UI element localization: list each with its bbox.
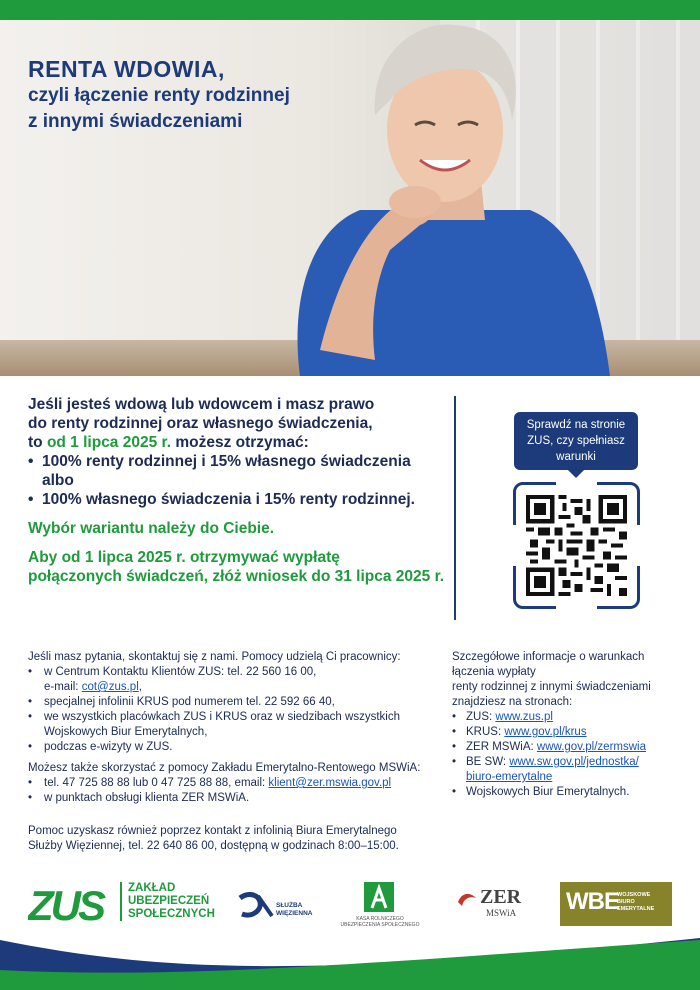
intro-to: to: [28, 434, 47, 451]
page-subtitle-1: czyli łączenie renty rodzinnej: [28, 85, 290, 106]
wbe-logo-text: [617, 892, 654, 913]
top-green-bar: [0, 0, 700, 20]
contact-email-suffix: ,: [138, 681, 142, 693]
qr-callout-line-1: Sprawdź na stronie: [526, 419, 626, 431]
qr-callout-line-2: ZUS, czy spełniasz: [527, 435, 625, 447]
zus-logo-mark: ZUS: [28, 882, 103, 926]
link-krus-label: KRUS:: [466, 726, 505, 738]
link-item-zer: [452, 740, 682, 755]
contact-email-label: e-mail:: [44, 681, 82, 693]
partner-logos: [0, 868, 700, 938]
wbe-logo-line-2: BIURO: [617, 899, 635, 905]
contact-item-zus-text: w Centrum Kontaktu Klientów ZUS: tel. 22 560 16 00,: [44, 666, 317, 678]
links-info: [452, 650, 682, 800]
links-list: [452, 710, 682, 800]
senior-woman-illustration: [280, 20, 610, 376]
divider-line: [454, 396, 456, 620]
sw-logo-text: [276, 902, 312, 918]
prison-line-2: Służby Więziennej, tel. 22 640 86 00, dostępną w godzinach 8:00–15:00.: [28, 840, 399, 852]
options-list: [28, 452, 448, 509]
links-intro-4: znajdziesz na stronach:: [452, 696, 573, 708]
link-item-zus: [452, 710, 682, 725]
choice-note: Wybór wariantu należy do Ciebie.: [28, 520, 275, 537]
option-1-albo: albo: [42, 472, 74, 489]
link-item-besw: [452, 755, 682, 785]
krus-link[interactable]: www.gov.pl/krus: [504, 726, 587, 738]
link-zus-label: ZUS:: [466, 711, 496, 723]
zer-logo-text: ZER: [480, 886, 522, 908]
krus-logo-line-2: UBEZPIECZENIA SPOŁECZNEGO: [340, 922, 420, 928]
links-intro-3: renty rodzinnej z innymi świadczeniami: [452, 681, 651, 693]
contact-info: [28, 650, 438, 854]
page-title: RENTA WDOWIA,: [28, 56, 225, 82]
mswia-list: [28, 776, 438, 806]
qr-callout: [514, 412, 638, 470]
besw-link-line-1[interactable]: www.sw.gov.pl/jednostka/: [509, 756, 639, 768]
contact-item-offices: [28, 710, 438, 740]
link-zer-label: ZER MSWiA:: [466, 741, 537, 753]
zer-mswia-logo-icon: [456, 888, 480, 912]
qr-callout-line-3: warunki: [556, 451, 596, 463]
wbe-logo-line-1: WOJSKOWE: [617, 892, 651, 898]
zus-logo-text: [120, 882, 215, 921]
deadline-line-2: połączonych świadczeń, złóż wniosek do 31 lipca 2025 r.: [28, 568, 445, 585]
link-besw-label: BE SW:: [466, 756, 510, 768]
deadline-line-1: Aby od 1 lipca 2025 r. otrzymywać wypłatę: [28, 549, 340, 566]
zus-logo-icon: [28, 882, 112, 926]
zus-logo-line-1: ZAKŁAD: [128, 882, 176, 894]
qr-code-icon[interactable]: [526, 495, 627, 596]
intro-line-2: do renty rodzinnej oraz własnego świadczenia,: [28, 415, 373, 432]
krus-logo-text: [338, 916, 422, 928]
intro-line-3: [28, 433, 448, 452]
sw-logo-line-1: SŁUŻBA: [276, 902, 303, 909]
link-item-krus: [452, 725, 682, 740]
bottom-wave-decoration: [0, 930, 700, 990]
besw-link-line-2[interactable]: biuro-emerytalne: [466, 771, 553, 783]
zus-link[interactable]: www.zus.pl: [495, 711, 553, 723]
contact-item-zus: [28, 665, 438, 695]
prison-line-1: Pomoc uzyskasz również poprzez kontakt z infolinią Biura Emerytalnego: [28, 825, 397, 837]
link-item-wbe: • Wojskowych Biur Emerytalnych.: [452, 785, 682, 800]
page-subtitle-2: z innymi świadczeniami: [28, 111, 243, 132]
contact-item-evisit: • podczas e-wizyty w ZUS.: [28, 740, 438, 755]
contact-item-krus: • specjalnej infolinii KRUS pod numerem tel. 22 592 66 40,: [28, 695, 438, 710]
zus-logo-line-2: UBEZPIECZEŃ: [128, 895, 210, 907]
qr-frame[interactable]: [513, 482, 640, 609]
option-1-text: 100% renty rodzinnej i 15% własnego świadczenia: [42, 453, 411, 470]
intro-date: od 1 lipca 2025 r.: [46, 434, 172, 451]
mswia-phone-text: tel. 47 725 88 88 lub 0 47 725 88 88, email:: [44, 777, 269, 789]
mswia-item-offices: • w punktach obsługi klienta ZER MSWiA.: [28, 791, 438, 806]
wbe-logo-line-3: EMERYTALNE: [617, 906, 655, 912]
intro-rest: możesz otrzymać:: [171, 434, 309, 451]
option-1: [28, 452, 448, 490]
mswia-intro: Możesz także skorzystać z pomocy Zakładu Emerytalno-Rentowego MSWiA:: [28, 762, 421, 774]
zus-logo-line-3: SPOŁECZNYCH: [128, 908, 215, 920]
page-title-block: [28, 56, 290, 135]
wbe-logo-icon: [560, 882, 672, 926]
links-intro-1: Szczegółowe informacje o warunkach: [452, 651, 645, 663]
intro-line-1: Jeśli jesteś wdową lub wdowcem i masz prawo: [28, 396, 375, 413]
sw-logo-line-2: WIĘZIENNA: [276, 910, 313, 917]
main-info: [28, 395, 448, 586]
contact-list: [28, 665, 438, 755]
contact-item-offices-line-1: we wszystkich placówkach ZUS i KRUS oraz w siedzibach wszystkich: [44, 711, 400, 723]
option-2: • 100% własnego świadczenia i 15% renty rodzinnej.: [28, 490, 448, 509]
links-intro-2: łączenia wypłaty: [452, 666, 536, 678]
sluzba-wiezienna-logo-icon: [238, 892, 274, 920]
contact-item-offices-line-2: Wojskowych Biur Emerytalnych,: [44, 726, 208, 738]
zus-email-link[interactable]: cot@zus.pl: [81, 681, 139, 693]
zer-link[interactable]: www.gov.pl/zermswia: [536, 741, 646, 753]
contact-intro: Jeśli masz pytania, skontaktuj się z nami. Pomocy udzielą Ci pracownicy:: [28, 651, 401, 663]
krus-logo-icon: [364, 882, 394, 912]
zer-logo-sub: MSWiA: [486, 908, 517, 918]
krus-logo-line-1: KASA ROLNICZEGO: [356, 916, 404, 922]
wbe-logo-mark: WBE: [566, 888, 619, 915]
mswia-email-link[interactable]: klient@zer.mswia.gov.pl: [268, 777, 392, 789]
mswia-item-phone: [28, 776, 438, 791]
